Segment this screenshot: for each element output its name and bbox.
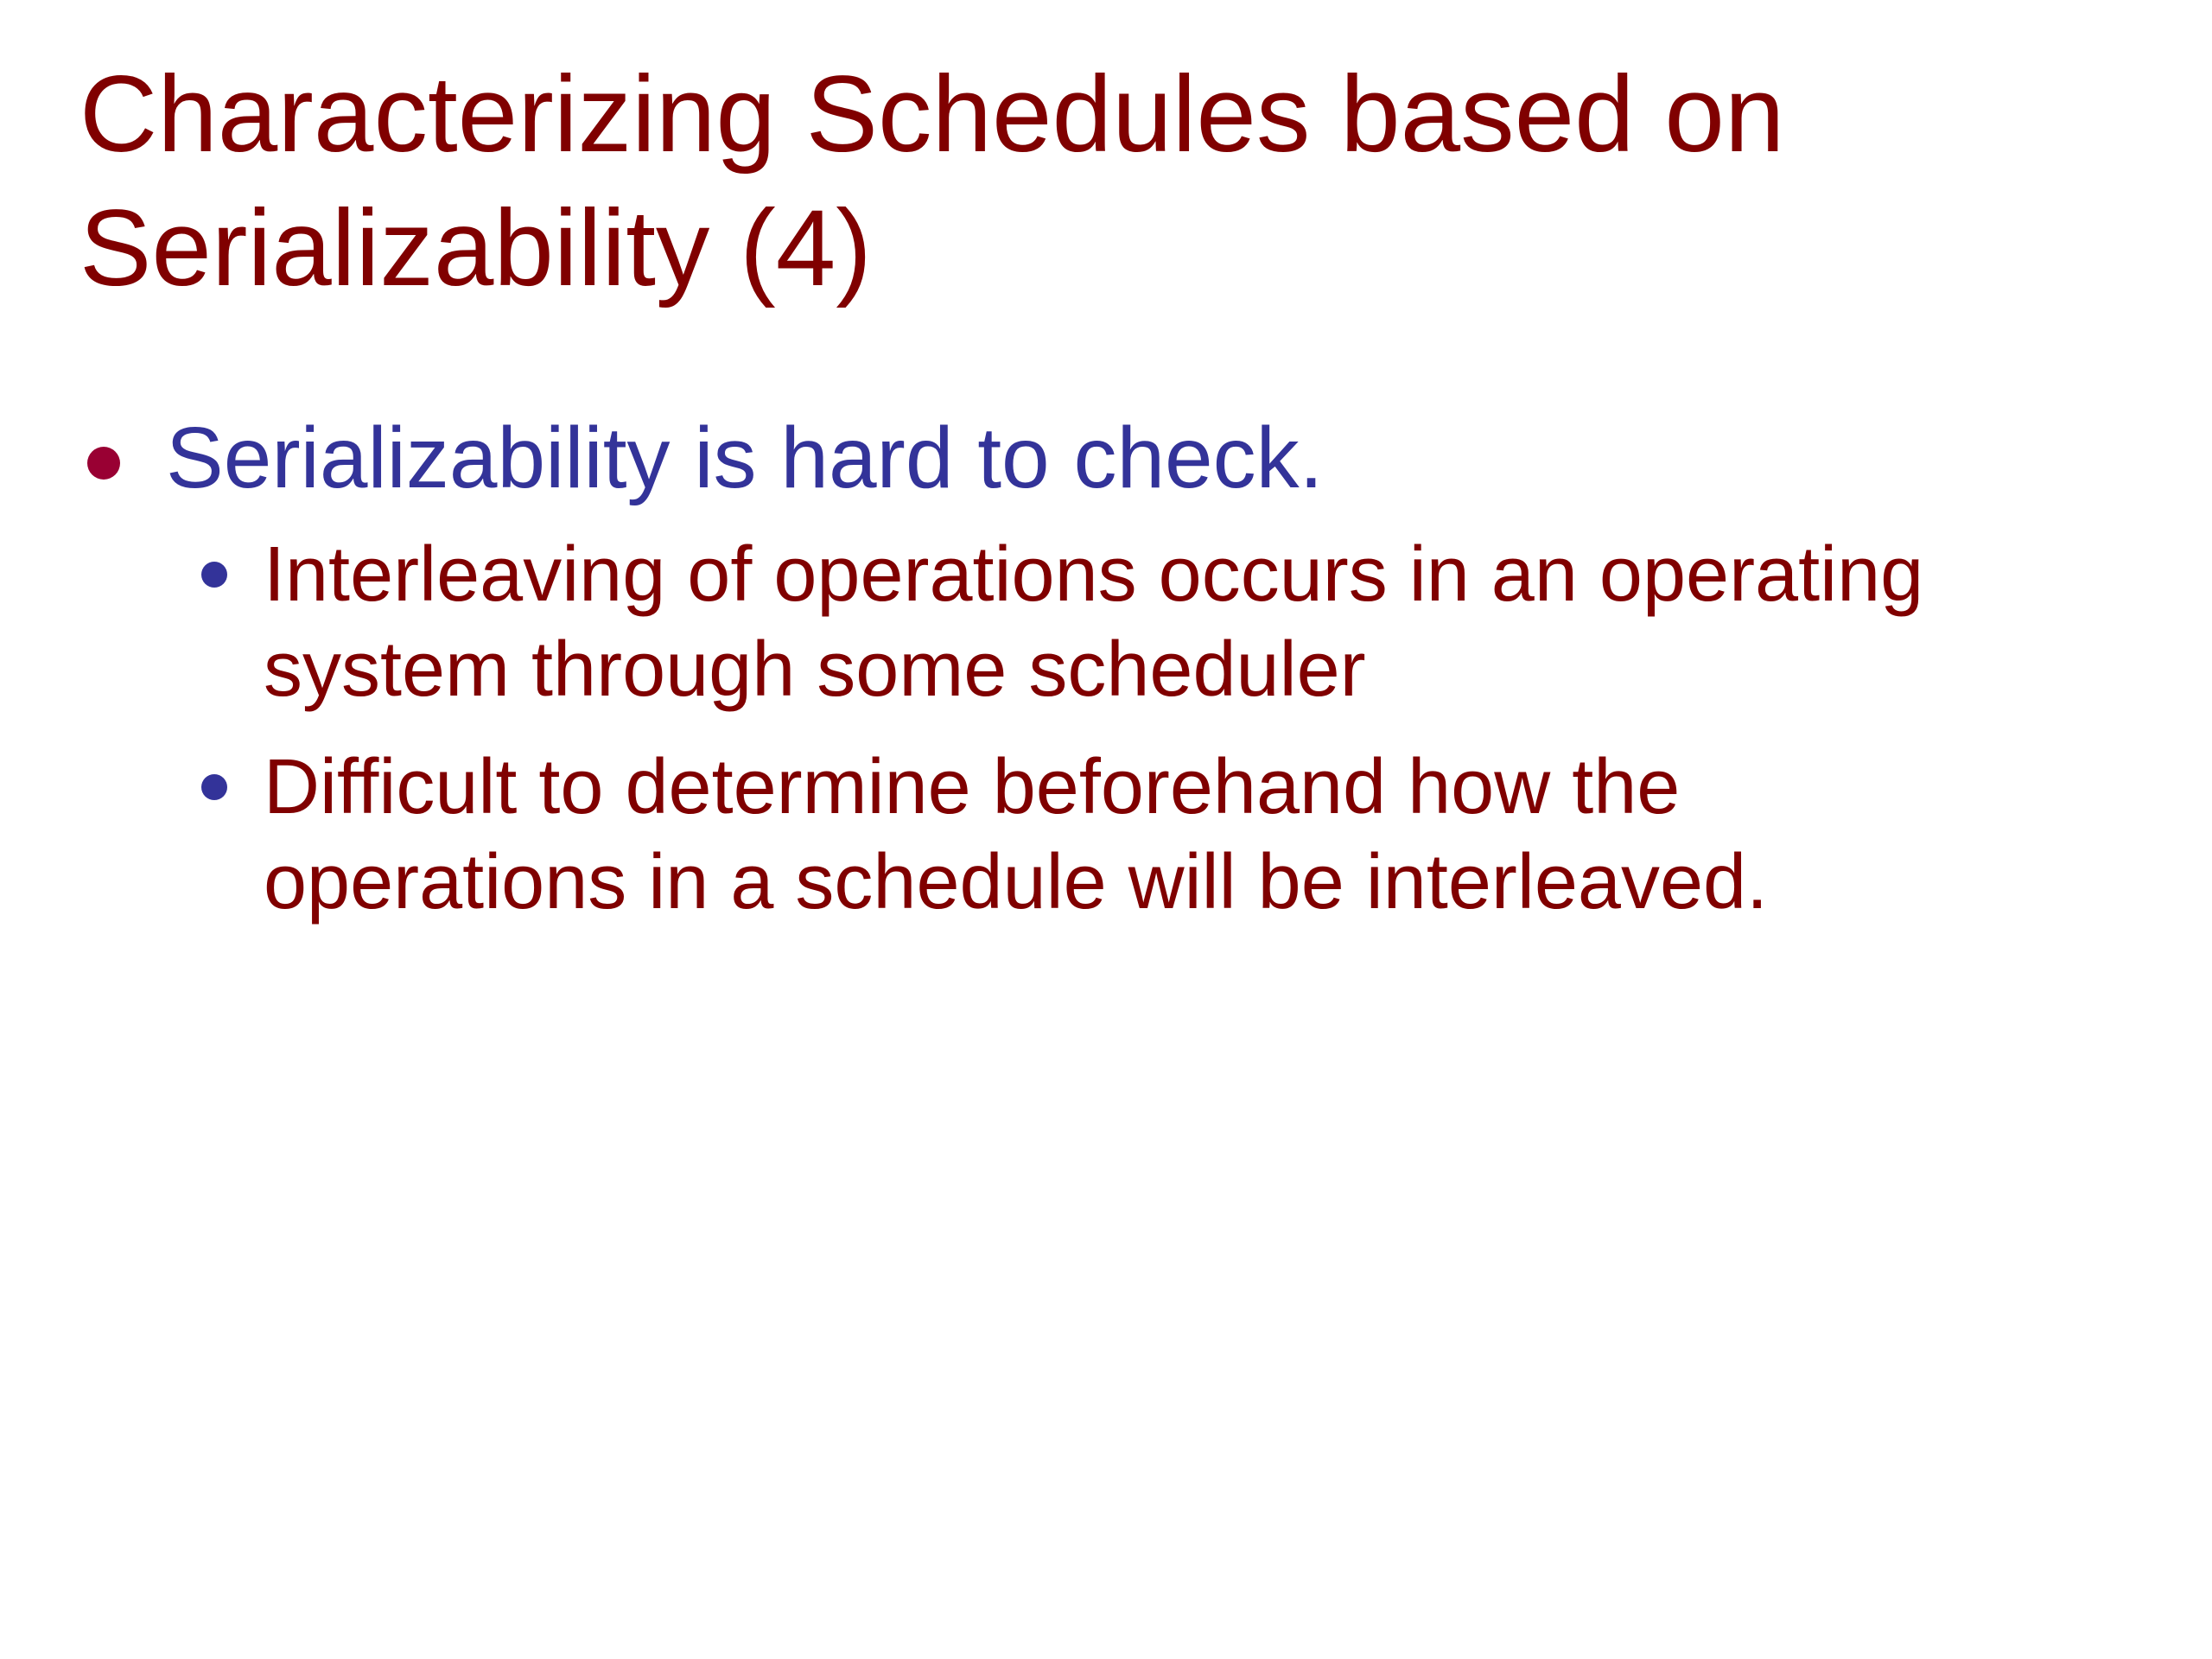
bullet-item (166, 406, 2110, 510)
sub-bullet-text-line: Difficult to determine beforehand how the (264, 744, 1681, 830)
slide-title (79, 48, 2067, 315)
sub-bullet-item (264, 527, 2164, 717)
sub-bullet-item (264, 740, 2164, 930)
sub-bullet-list (264, 527, 2164, 952)
bullet-text: Serializability is hard to check. (166, 410, 1324, 506)
bullet-dot-icon (87, 447, 120, 480)
sub-bullet-text-line: Interleaving of operations occurs in an operating (264, 531, 1924, 618)
sub-bullet-text-line: system through some scheduler (264, 626, 1366, 713)
slide-title-line-2: Serializability (4) (79, 188, 872, 308)
sub-bullet-dot-icon (201, 774, 227, 800)
slide-title-line-1: Characterizing Schedules based on (79, 54, 1785, 175)
sub-bullet-dot-icon (201, 562, 227, 588)
sub-bullet-text-line: operations in a schedule will be interleaved. (264, 839, 1769, 925)
